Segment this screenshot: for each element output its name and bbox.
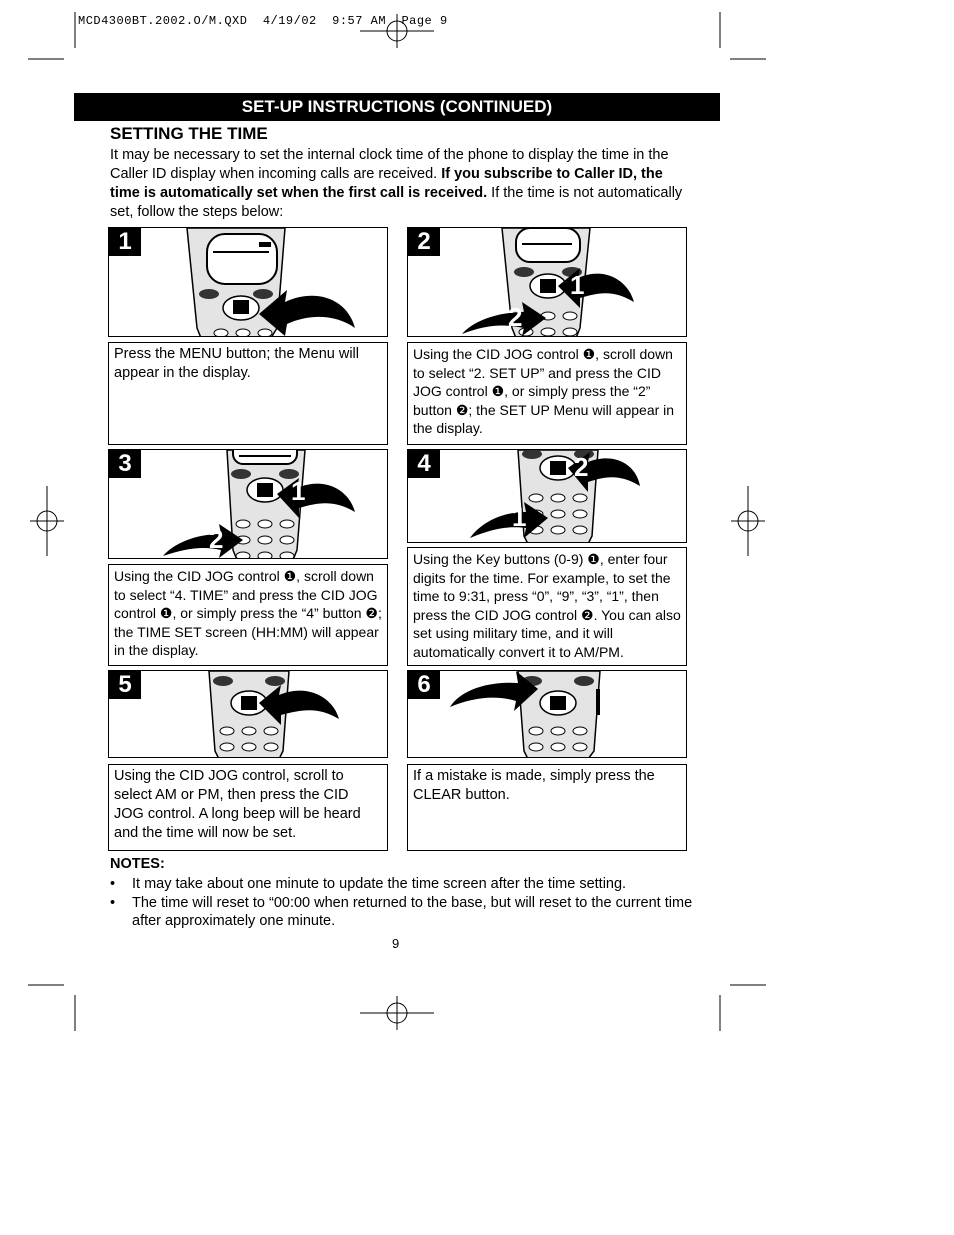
- step-6-text-box: [407, 764, 687, 851]
- note-text: The time will reset to “00:00 when returned to the base, but will reset to the current time after approximately one minute.: [132, 894, 693, 929]
- intro-text: It may be necessary to set the internal clock time of the phone to display the time in the Caller ID display when incoming calls are received.: [110, 147, 669, 182]
- step-2-text-box: [407, 342, 687, 445]
- intro-text-end: If the time is not automatically set, follow the steps below:: [110, 185, 683, 220]
- note-text: It may take about one minute to update the time screen after the time setting.: [132, 876, 627, 892]
- step-2-illustration: [407, 227, 687, 337]
- step-6-illustration: [407, 670, 687, 758]
- page-number: 9: [392, 936, 400, 951]
- note-item: [110, 894, 700, 931]
- phone-image: [408, 450, 687, 543]
- step-1-number: 1: [109, 228, 141, 256]
- intro-bold-text: If you subscribe to Caller ID, the time is automatically set when the first call is received.: [110, 166, 663, 201]
- section-banner: SET-UP INSTRUCTIONS (CONTINUED): [74, 93, 720, 121]
- phone-image: [109, 228, 388, 337]
- step-3-illustration: [108, 449, 388, 559]
- step-5-text-box: [108, 764, 388, 851]
- phone-image: [408, 671, 687, 758]
- step-3-number: 3: [109, 450, 141, 478]
- step-6-text: If a mistake is made, simply press the CLEAR button.: [413, 768, 655, 803]
- arrow-label-2: 2: [209, 524, 224, 554]
- phone-image: [109, 450, 388, 559]
- section-title: SETTING THE TIME: [110, 124, 268, 143]
- bullet: •: [110, 894, 116, 911]
- step-2-number: 2: [408, 228, 440, 256]
- step-4-illustration: [407, 449, 687, 543]
- phone-image: [408, 228, 687, 337]
- bullet: •: [110, 876, 116, 892]
- arrow-label-1: 1: [512, 502, 527, 532]
- step-5-illustration: [108, 670, 388, 758]
- step-1-text-box: [108, 342, 388, 445]
- step-2-text: Using the CID JOG control ❶, scroll down to select “2. SET UP” and press the CID JOG control ❶, or simply press the “2” button ❷; the SET UP Menu will appear in the display.: [413, 346, 675, 437]
- step-4-text: Using the Key buttons (0-9) ❶, enter four digits for the time. For example, to set the time to 9:31, press “0”, “9”, “3”, “1”, then press the CID JOG control ❷. You can also set using military time, and it will automatically convert it to AM/PM.: [413, 551, 681, 660]
- step-5-text: Using the CID JOG control, scroll to select AM or PM, then press the CID JOG control. A long beep will be heard and the time will now be set.: [114, 768, 361, 841]
- note-item: [110, 875, 700, 894]
- step-3-text: Using the CID JOG control ❶, scroll down to select “4. TIME” and press the CID JOG control ❶, or simply press the “4” button ❷; the TIME SET screen (HH:MM) will appear in the display.: [114, 568, 382, 659]
- step-4-number: 4: [408, 450, 440, 478]
- arrow-label-2: 2: [508, 302, 523, 332]
- step-6-number: 6: [408, 671, 440, 699]
- arrow-label-1: 1: [570, 270, 585, 300]
- arrow-label-2: 2: [574, 452, 589, 482]
- step-1-text: Press the MENU button; the Menu will appear in the display.: [114, 346, 359, 381]
- step-3-text-box: [108, 564, 388, 666]
- step-4-text-box: [407, 547, 687, 666]
- step-1-illustration: [108, 227, 388, 337]
- arrow-label-1: 1: [291, 476, 306, 506]
- intro-paragraph: [110, 146, 695, 222]
- phone-image: [109, 671, 388, 758]
- print-header: MCD4300BT.2002.O/M.QXD 4/19/02 9:57 AM Page 9: [78, 14, 448, 28]
- notes-list: [110, 875, 700, 931]
- notes-heading: NOTES:: [110, 856, 165, 872]
- step-5-number: 5: [109, 671, 141, 699]
